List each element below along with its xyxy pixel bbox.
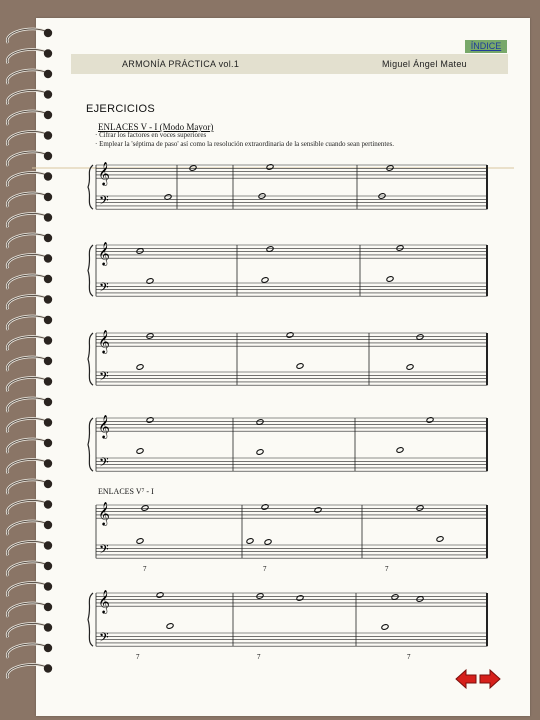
whole-note [381, 624, 389, 631]
treble-clef: 𝄞 [98, 589, 110, 613]
bass-clef: 𝄢 [99, 280, 109, 298]
whole-note [396, 447, 404, 454]
whole-note [146, 417, 154, 424]
author-name: Miguel Ángel Mateu [382, 59, 467, 69]
right-arrow-icon[interactable] [479, 668, 501, 690]
whole-note [296, 363, 304, 370]
exercise-heading: ENLACES V⁷ - I [98, 487, 154, 496]
whole-note [246, 538, 254, 545]
whole-note [261, 277, 269, 284]
brace [88, 593, 93, 646]
bass-clef: 𝄢 [99, 455, 109, 473]
whole-note [261, 504, 269, 511]
treble-clef: 𝄞 [98, 161, 110, 185]
bass-clef: 𝄢 [99, 630, 109, 648]
whole-note [296, 595, 304, 602]
whole-note [266, 164, 274, 171]
instruction-line: · Cifrar los factores en voces superiores [95, 131, 207, 139]
book-title: ARMONÍA PRÁCTICA vol.1 [122, 59, 240, 69]
figure-seven: 7 [257, 653, 261, 661]
whole-note [136, 248, 144, 255]
figure-seven: 7 [407, 653, 411, 661]
whole-note [416, 596, 424, 603]
figure-seven: 7 [385, 565, 389, 573]
whole-note [256, 449, 264, 456]
instruction-line: · Emplear la 'séptima de paso' así como la resolución extraordinaria de la sensible cuando sean pertinentes. [95, 140, 394, 148]
figure-seven: 7 [263, 565, 267, 573]
whole-note [406, 364, 414, 371]
treble-clef: 𝄞 [98, 501, 110, 525]
whole-note [426, 417, 434, 424]
whole-note [146, 278, 154, 285]
grand-staff-system [88, 329, 487, 387]
figure-seven: 7 [136, 653, 140, 661]
whole-note [286, 332, 294, 339]
grand-staff-system [88, 589, 487, 648]
whole-note [136, 538, 144, 545]
bass-clef: 𝄢 [99, 193, 109, 211]
section-title: EJERCICIOS [86, 103, 156, 115]
whole-note [264, 539, 272, 546]
thoroughbass-figures [136, 565, 411, 661]
whole-note [166, 623, 174, 630]
whole-note [156, 592, 164, 599]
brace [88, 418, 93, 471]
figure-seven: 7 [143, 565, 147, 573]
index-link[interactable]: ÍNDICE [465, 40, 507, 53]
treble-clef: 𝄞 [98, 329, 110, 353]
treble-clef: 𝄞 [98, 414, 110, 438]
brace [88, 245, 93, 296]
whole-note [136, 364, 144, 371]
brace [88, 333, 93, 385]
grand-staff-system [88, 161, 487, 211]
whole-note [314, 507, 322, 514]
left-arrow-icon[interactable] [455, 668, 477, 690]
exercise-heading: ENLACES V - I (Modo Mayor) [98, 122, 214, 132]
grand-staff-system [96, 501, 487, 560]
grand-staff-system [88, 414, 487, 473]
bass-clef: 𝄢 [99, 369, 109, 387]
treble-clef: 𝄞 [98, 241, 110, 265]
grand-staff-system [88, 241, 487, 298]
whole-note [386, 276, 394, 283]
brace [88, 165, 93, 209]
whole-note [136, 448, 144, 455]
whole-note [436, 536, 444, 543]
bass-clef: 𝄢 [99, 542, 109, 560]
